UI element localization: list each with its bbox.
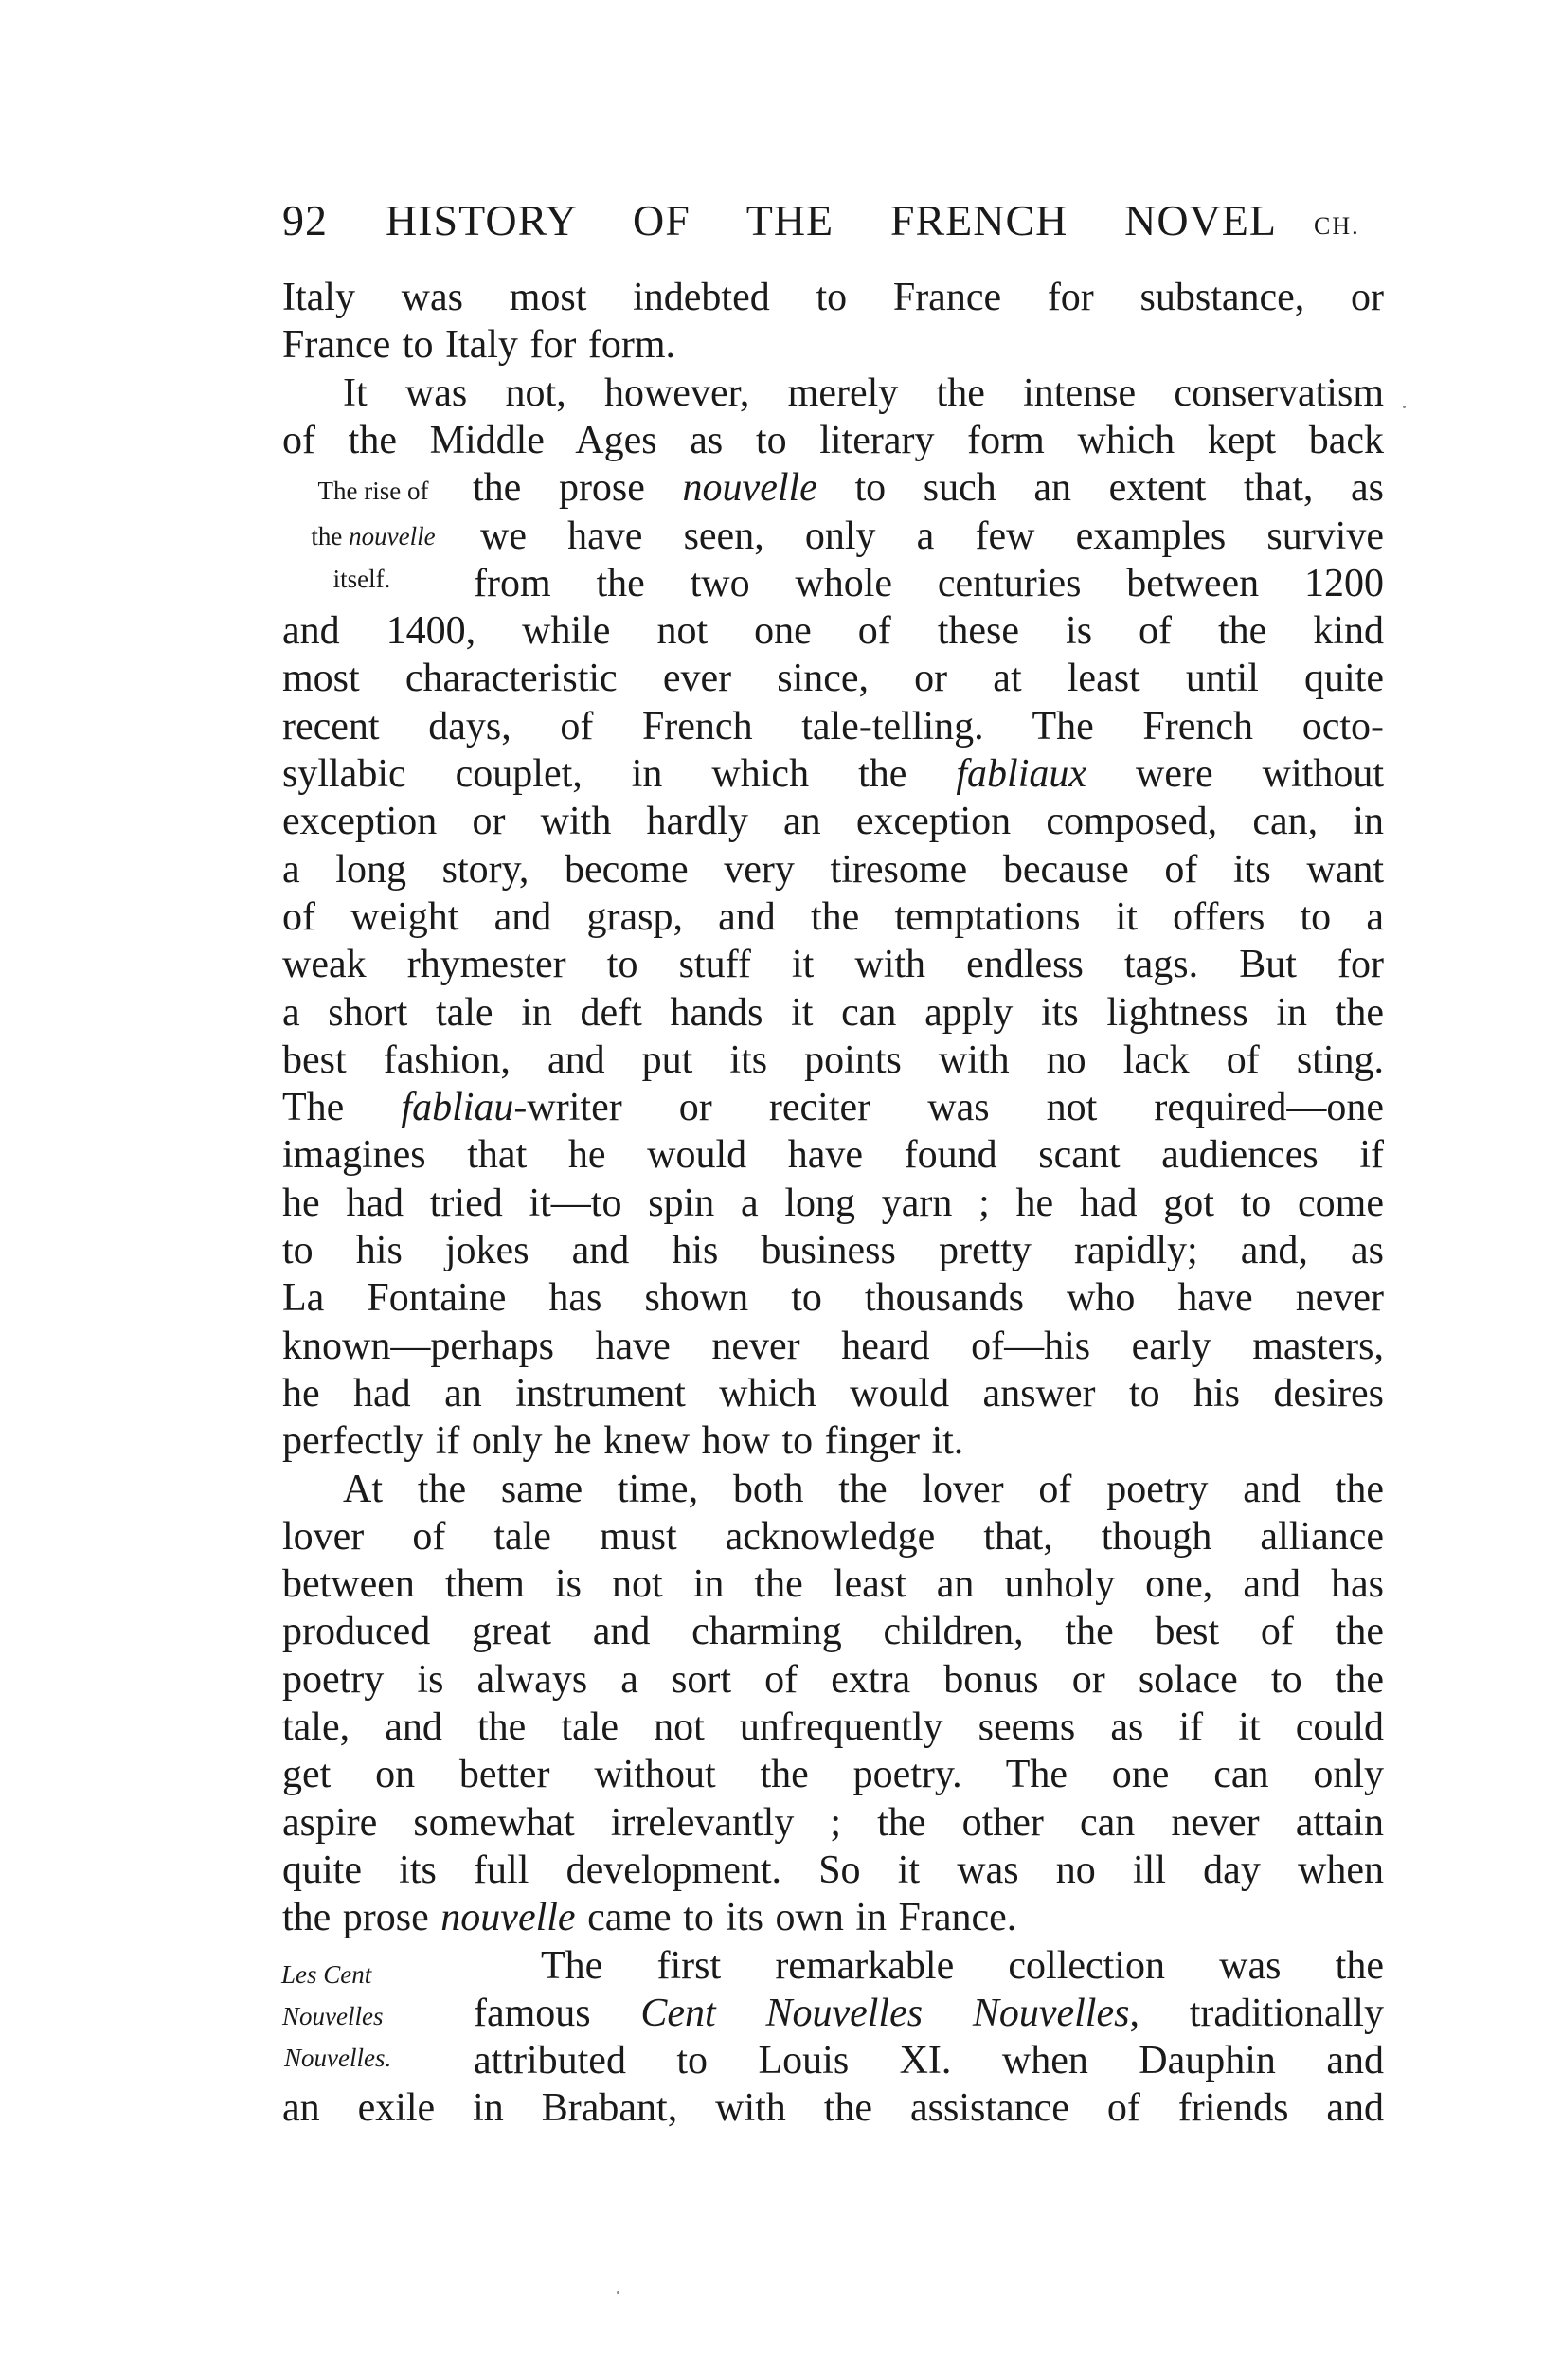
text-run: between them is not in the least an unholy one, and has [282,1562,1384,1607]
text-run: the prose [282,1896,441,1940]
italic-text: fabliaux [956,752,1087,796]
text-run: the prose [473,466,683,511]
text-run: to such an extent that, as [816,466,1384,511]
text-run: known—perhaps have never heard of—his early masters, [282,1324,1384,1368]
text-run: poetry is always a sort of extra bonus or solace to the [282,1657,1384,1702]
text-run: attributed to Louis XI. when Dauphin and [474,2039,1384,2083]
text-line [282,1274,1384,1322]
italic-text: Nouvelles. [284,2044,392,2072]
text-line [282,1370,1384,1417]
text-run: from the two whole centuries between 1200 [474,561,1384,605]
margin-note-line [284,2044,392,2072]
text-line [541,1942,1384,1990]
text-run: The first remarkable collection was the [541,1943,1384,1988]
text-run: famous [474,1991,641,2035]
text-line [343,370,1384,417]
text-run: imagines that he would have found scant audiences if [282,1133,1384,1178]
text-line [282,1560,1384,1608]
scan-speck [617,2291,619,2294]
scan-speck [1403,406,1406,408]
text-line [282,417,1384,464]
text-line [282,1227,1384,1274]
text-run: , traditionally [1129,1991,1384,2035]
text-run: lover of tale must acknowledge that, though alliance [282,1514,1384,1559]
text-line [474,2037,1384,2084]
text-run: get on better without the poetry. The one can only [282,1753,1384,1797]
text-run: the [311,522,350,550]
text-run: produced great and charming children, the best of the [282,1610,1384,1654]
italic-text: Cent Nouvelles Nouvelles [640,1991,1130,2035]
text-run: a long story, become very tiresome because of its want [282,847,1384,892]
text-line [480,513,1384,560]
italic-text: nouvelle [440,1896,576,1940]
text-run: syllabic couplet, in which the [282,752,957,796]
text-line [282,321,1384,369]
text-line [282,1608,1384,1655]
text-line [473,464,1384,512]
text-run: we have seen, only a few examples survive [480,514,1384,558]
text-line [474,1990,1384,2037]
text-line [282,1037,1384,1084]
italic-text: nouvelle [349,522,436,550]
running-title: HISTORY OF THE FRENCH NOVEL [386,196,1277,244]
text-run: tale, and the tale not unfrequently seems as if it could [282,1705,1384,1749]
text-run: -writer or reciter was not required—one [513,1086,1384,1130]
chapter-abbreviation: CH. [1314,212,1360,240]
margin-note-line [286,522,460,550]
text-run: of the Middle Ages as to literary form which kept back [282,418,1384,462]
text-run: recent days, of French tale-telling. The French octo- [282,704,1384,748]
text-run: The [282,1086,402,1130]
italic-text: fabliau [401,1086,514,1130]
text-run: La Fontaine has shown to thousands who have never [282,1276,1384,1321]
text-line [282,1084,1384,1131]
italic-text: Nouvelles [282,2002,384,2030]
page-number: 92 [282,196,328,244]
text-line [282,941,1384,988]
text-line [282,1131,1384,1179]
text-run: Italy was most indebted to France for substance, or [282,276,1384,319]
text-line [282,750,1384,798]
text-run: an exile in Brabant, with the assistance of friends and [282,2086,1384,2131]
italic-text: nouvelle [682,466,817,511]
text-line [282,1799,1384,1847]
text-line [282,1704,1384,1751]
text-run: exception or with hardly an exception composed, can, in [282,800,1384,844]
text-line [343,1466,1384,1513]
text-run: perfectly if only he knew how to finger it. [282,1419,964,1464]
text-run: came to its own in France. [575,1896,1017,1940]
text-run: a short tale in deft hands it can apply its lightness in the [282,990,1384,1035]
text-line [282,1323,1384,1370]
text-run: At the same time, both the lover of poetry and the [343,1467,1384,1511]
text-run: aspire somewhat irrelevantly ; the other can never attain [282,1800,1384,1845]
text-run: It was not, however, merely the intense conservatism [343,370,1384,415]
text-run: he had tried it—to spin a long yarn ; he had got to come [282,1181,1384,1225]
text-line [282,1513,1384,1560]
text-line [282,703,1384,750]
text-line [282,1894,1384,1941]
text-run: best fashion, and put its points with no lack of sting. [282,1037,1384,1082]
text-run: of weight and grasp, and the temptations it offers to a [282,894,1384,939]
text-line [282,2084,1384,2132]
text-run: quite its full development. So it was no ill day when [282,1848,1384,1892]
text-line [282,846,1384,893]
text-run: were without [1086,752,1384,796]
text-line [474,560,1384,607]
text-line [282,989,1384,1037]
text-line [282,274,1384,321]
text-line [282,893,1384,941]
margin-note-line [332,565,392,593]
text-line [282,1417,1384,1465]
margin-note-line [281,1960,372,1989]
text-line [282,1751,1384,1798]
text-line [282,798,1384,845]
text-run: weak rhymester to stuff it with endless tags. But for [282,943,1384,987]
text-line [282,607,1384,655]
text-run: and 1400, while not one of these is of the kind [282,609,1384,654]
text-line [282,655,1384,702]
text-run: to his jokes and his business pretty rapidly; and, as [282,1229,1384,1272]
text-line [282,1847,1384,1894]
text-line [282,1180,1384,1227]
text-run: he had an instrument which would answer to his desires [282,1371,1384,1415]
margin-note-line [282,2002,384,2030]
margin-note-line [294,477,453,505]
text-line [282,1656,1384,1704]
text-run: itself. [332,565,391,593]
text-run: France to Italy for form. [282,323,676,368]
text-run: The rise of [317,477,429,505]
italic-text: Les Cent [281,1960,372,1989]
text-run: most characteristic ever since, or at least until quite [282,657,1384,701]
